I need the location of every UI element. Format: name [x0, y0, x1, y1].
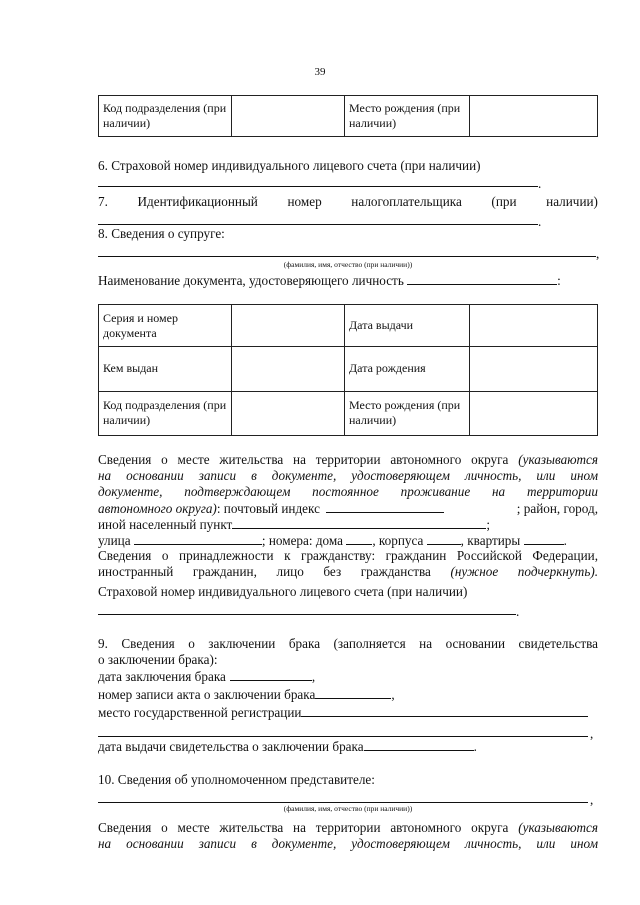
section-8-title: 8. Сведения о супруге:	[98, 226, 225, 241]
house-input[interactable]	[346, 532, 372, 545]
registration-place-label: место государственной регистрации	[98, 704, 588, 721]
cell-birthplace-2: Место рождения (при наличии)	[345, 391, 470, 435]
cell-birthplace-value[interactable]	[470, 96, 598, 137]
street-input[interactable]	[134, 532, 262, 545]
residence-line-5: иной населенный пункт ;	[98, 517, 490, 532]
section-10-title: 10. Сведения об уполномоченном представителе:	[98, 772, 375, 787]
section-9-title: 9. Сведения о заключении брака (заполняется на основании свидетельства	[98, 636, 598, 651]
representative-fio-line[interactable]	[98, 802, 588, 803]
cell-issued-by: Кем выдан	[99, 347, 232, 391]
citizenship-line-2: иностранный гражданин, лицо без гражданства (нужное подчеркнуть).	[98, 564, 599, 579]
spouse-doc-label: Наименование документа, удостоверяющего личность :	[98, 273, 561, 288]
registration-place-input[interactable]	[301, 704, 588, 717]
section-7-title: 7. Идентификационный номер налогоплательщика (при наличии)	[98, 194, 598, 209]
registration-place-line-2[interactable]	[98, 736, 588, 737]
page-number: 39	[314, 66, 326, 78]
snils-input-line[interactable]	[98, 186, 538, 187]
spouse-fio-line[interactable]	[98, 256, 596, 257]
rep-residence-line-2: на основании записи в документе, удостоверяющем личность, или ином	[98, 836, 598, 851]
table-continued	[98, 95, 598, 137]
certificate-date-label: дата выдачи свидетельства о заключении брака .	[98, 739, 477, 754]
citizenship-line-1: Сведения о принадлежности к гражданству: гражданин Российской Федерации,	[98, 548, 598, 563]
korpus-input[interactable]	[427, 532, 461, 545]
postal-code-input[interactable]	[326, 500, 444, 513]
cell-birthplace-2-value[interactable]	[470, 391, 598, 435]
section-9-line-2: о заключении брака):	[98, 652, 218, 667]
locality-input[interactable]	[232, 516, 486, 529]
cell-subdivision-code-2-value[interactable]	[232, 391, 345, 435]
cell-issue-date-value[interactable]	[470, 305, 598, 347]
apartment-input[interactable]	[524, 532, 564, 545]
rep-residence-line-1: Сведения о месте жительства на территории автономного округа (указываются	[98, 820, 599, 835]
cell-series-number: Серия и номер документа	[99, 305, 232, 347]
cell-birth-date-value[interactable]	[470, 347, 598, 391]
cell-issue-date: Дата выдачи	[345, 305, 470, 347]
cell-series-number-value[interactable]	[232, 305, 345, 347]
spouse-doc-input[interactable]	[407, 272, 557, 285]
marriage-record-label: номер записи акта о заключении брака ,	[98, 687, 395, 702]
cell-subdivision-code-2: Код подразделения (при наличии)	[99, 391, 232, 435]
cell-birth-date: Дата рождения	[345, 347, 470, 391]
certificate-date-input[interactable]	[364, 738, 474, 751]
spouse-snils-line[interactable]	[98, 614, 516, 615]
cell-birthplace: Место рождения (при наличии)	[345, 96, 470, 137]
representative-fio-caption: (фамилия, имя, отчество (при наличии))	[283, 804, 413, 813]
spouse-fio-caption: (фамилия, имя, отчество (при наличии))	[283, 260, 413, 269]
residence-line-1: Сведения о месте жительства на территории автономного округа (указываются	[98, 452, 599, 467]
section-6-title: 6. Страховой номер индивидуального лицевого счета (при наличии)	[98, 158, 481, 173]
spouse-snils-label: Страховой номер индивидуального лицевого счета (при наличии)	[98, 584, 468, 599]
marriage-date-input[interactable]	[230, 668, 312, 681]
cell-subdivision-code: Код подразделения (при наличии)	[99, 96, 232, 137]
spouse-document-table	[98, 304, 598, 436]
inn-input-line[interactable]	[98, 224, 538, 225]
marriage-record-input[interactable]	[315, 686, 391, 699]
cell-issued-by-value[interactable]	[232, 347, 345, 391]
residence-line-2: на основании записи в документе, удостоверяющем личность, или ином	[98, 468, 598, 483]
cell-subdivision-code-value[interactable]	[232, 96, 345, 137]
marriage-date-label: дата заключения брака ,	[98, 669, 316, 684]
residence-line-3: документе, подтверждающем постоянное проживание на территории	[98, 484, 598, 499]
address-line: улица ; номера: дома , корпуса , квартиры .	[98, 533, 567, 548]
residence-line-4: автономного округа) : почтовый индекс ; район, город,	[98, 501, 598, 516]
